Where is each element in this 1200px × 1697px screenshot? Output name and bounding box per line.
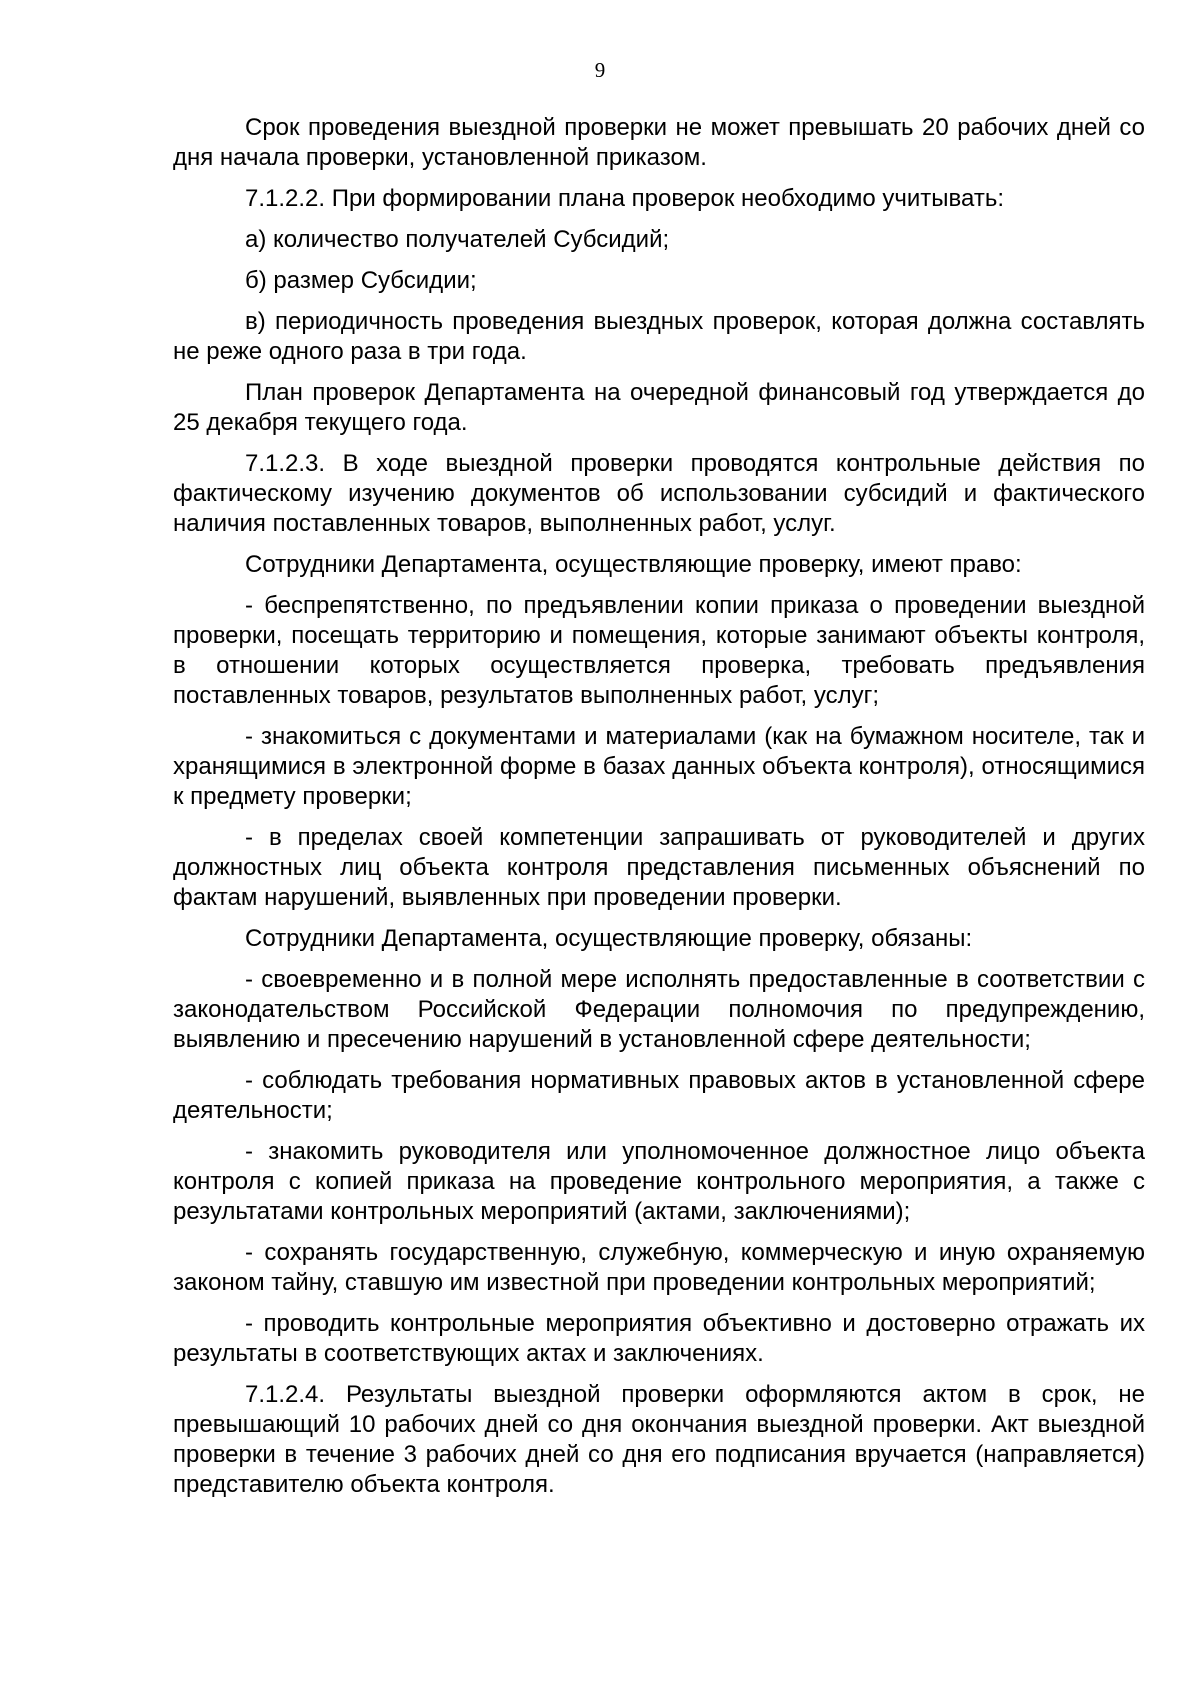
list-item-a: а) количество получателей Субсидий;	[245, 226, 670, 253]
paragraph-plan-approval: План проверок Департамента на очередной финансовый год утверждается до 25 декабря текущего года.	[173, 379, 1145, 436]
page-number: 9	[594, 58, 606, 82]
paragraph-inspection-term: Срок проведения выездной проверки не может превышать 20 рабочих дней со дня начала проверки, установленной приказом.	[173, 114, 1145, 171]
list-item-right-access: - беспрепятственно, по предъявлении копии приказа о проведении выездной проверки, посещать территорию и помещения, которые занимают объекты контроля, в отношении которых осуществляется проверка, требовать предъявления поставленных товаров, результатов выполненных работ, услуг;	[173, 592, 1145, 709]
list-item-right-request: - в пределах своей компетенции запрашивать от руководителей и других должностных лиц объекта контроля представления письменных объяснений по фактам нарушений, выявленных при проведении проверки.	[173, 824, 1145, 911]
paragraph-7-1-2-4: 7.1.2.4. Результаты выездной проверки оформляются актом в срок, не превышающий 10 рабочих дней со дня окончания выездной проверки. Акт выездной проверки в течение 3 рабочих дней со дня его подписания вручается (направляется) представителю объекта контроля.	[173, 1381, 1145, 1498]
list-item-v: в) периодичность проведения выездных проверок, которая должна составлять не реже одного раза в три года.	[173, 308, 1145, 365]
document-body	[173, 113, 1145, 1511]
list-item-duty-timely: - своевременно и в полной мере исполнять предоставленные в соответствии с законодательством Российской Федерации полномочия по предупреждению, выявлению и пресечению нарушений в установленной сфере деятельности;	[173, 966, 1145, 1053]
paragraph-7-1-2-2: 7.1.2.2. При формировании плана проверок необходимо учитывать:	[245, 185, 1004, 212]
list-item-duty-objective: - проводить контрольные мероприятия объективно и достоверно отражать их результаты в соответствующих актах и заключениях.	[173, 1310, 1145, 1367]
paragraph-rights-heading: Сотрудники Департамента, осуществляющие проверку, имеют право:	[245, 551, 1022, 578]
paragraph-duties-heading: Сотрудники Департамента, осуществляющие проверку, обязаны:	[245, 925, 973, 952]
list-item-right-documents: - знакомиться с документами и материалами (как на бумажном носителе, так и хранящимися в электронной форме в базах данных объекта контроля), относящимися к предмету проверки;	[173, 723, 1145, 810]
paragraph-7-1-2-3: 7.1.2.3. В ходе выездной проверки проводятся контрольные действия по фактическому изучению документов об использовании субсидий и фактического наличия поставленных товаров, выполненных работ, услуг.	[173, 450, 1145, 537]
list-item-duty-secrecy: - сохранять государственную, служебную, коммерческую и иную охраняемую законом тайну, ставшую им известной при проведении контрольных мероприятий;	[173, 1239, 1145, 1296]
list-item-duty-comply: - соблюдать требования нормативных правовых актов в установленной сфере деятельности;	[173, 1067, 1145, 1124]
list-item-b: б) размер Субсидии;	[245, 267, 477, 294]
list-item-duty-inform: - знакомить руководителя или уполномоченное должностное лицо объекта контроля с копией приказа на проведение контрольного мероприятия, а также с результатами контрольных мероприятий (актами, заключениями);	[173, 1138, 1145, 1225]
